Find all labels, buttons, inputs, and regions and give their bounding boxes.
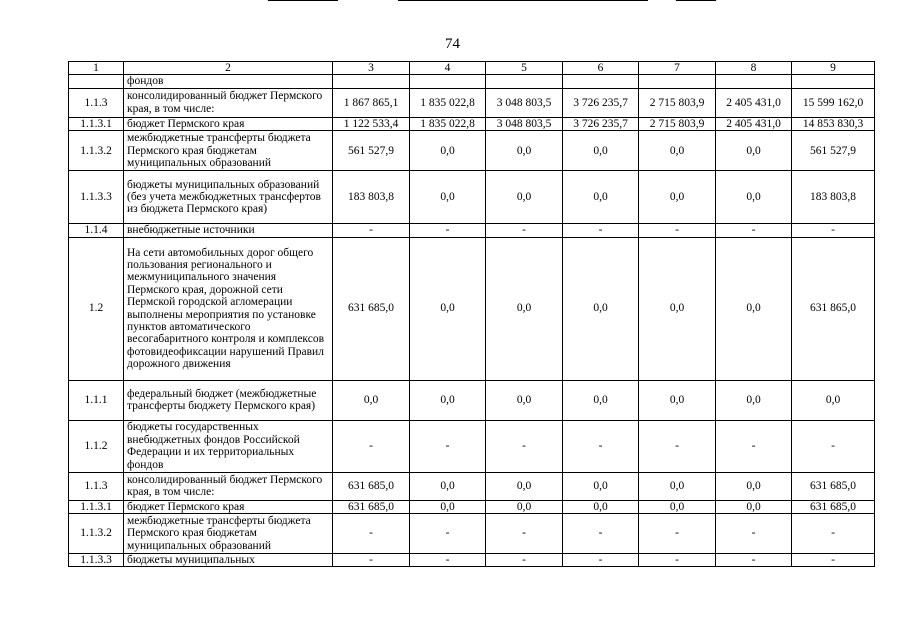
row-value: 0,0 [486,131,563,171]
row-description: бюджеты муниципальных образований (без учета межбюджетных трансфертов из бюджета Пермского края) [124,171,333,224]
row-value: 0,0 [716,237,792,380]
table-row [69,88,875,117]
row-value: 3 048 803,5 [486,88,563,117]
row-value: 3 048 803,5 [486,117,563,130]
table-row [69,75,875,88]
row-value: 561 527,9 [792,131,875,171]
row-value: - [333,514,410,554]
row-value: - [410,514,486,554]
row-value [333,75,410,88]
row-code: 1.1.3.2 [69,514,124,554]
row-code: 1.1.3 [69,88,124,117]
row-value: 2 715 803,9 [639,117,716,130]
row-description: межбюджетные трансферты бюджета Пермского края бюджетам муниципальных образований [124,514,333,554]
row-value: 0,0 [486,237,563,380]
row-value: 0,0 [639,171,716,224]
column-header: 3 [333,62,410,75]
row-value: 561 527,9 [333,131,410,171]
row-description: На сети автомобильных дорог общего пользования регионального и межмуниципального значения Пермского края, дорожной сети Пермской городской агломерации выполнены мероприятия по установке пунктов автоматического весогабаритного контроля и комплексов фотовидеофиксации нарушений Правил дорожного движения [124,237,333,380]
row-description: консолидированный бюджет Пермского края, в том числе: [124,472,333,500]
table-row [69,472,875,500]
row-value: - [792,554,875,567]
top-rule-right [676,0,716,1]
column-header: 8 [716,62,792,75]
row-value: 0,0 [333,380,410,420]
table-row [69,500,875,513]
row-value: - [716,554,792,567]
row-value: 0,0 [716,131,792,171]
row-code: 1.1.3.2 [69,131,124,171]
row-value: - [792,420,875,472]
row-value: 0,0 [410,171,486,224]
row-value: 0,0 [639,380,716,420]
row-value: 0,0 [563,237,639,380]
row-value: - [639,224,716,237]
row-value: 0,0 [639,472,716,500]
row-value: 631 685,0 [333,472,410,500]
row-value: - [792,514,875,554]
row-value: 2 405 431,0 [716,88,792,117]
row-value: - [486,224,563,237]
row-value: - [333,420,410,472]
row-value: 631 685,0 [333,237,410,380]
row-value: 3 726 235,7 [563,88,639,117]
row-value: - [716,420,792,472]
table-row [69,380,875,420]
top-rule-left [268,0,338,1]
row-value: - [410,420,486,472]
row-description: федеральный бюджет (межбюджетные трансферты бюджету Пермского края) [124,380,333,420]
row-value: 3 726 235,7 [563,117,639,130]
column-header: 6 [563,62,639,75]
row-description: фондов [124,75,333,88]
row-value: 0,0 [563,500,639,513]
row-value: - [486,514,563,554]
row-value: 0,0 [486,380,563,420]
row-value: 0,0 [563,171,639,224]
table-row [69,131,875,171]
row-code: 1.1.3.3 [69,554,124,567]
row-description: бюджеты государственных внебюджетных фондов Российской Федерации и их территориальных фондов [124,420,333,472]
row-value: 0,0 [486,171,563,224]
table-row [69,420,875,472]
row-value: 14 853 830,3 [792,117,875,130]
column-header: 7 [639,62,716,75]
row-value: 0,0 [410,237,486,380]
column-header: 9 [792,62,875,75]
row-value: 0,0 [792,380,875,420]
row-value: 0,0 [410,131,486,171]
row-description: внебюджетные источники [124,224,333,237]
row-description: межбюджетные трансферты бюджета Пермского края бюджетам муниципальных образований [124,131,333,171]
row-value: 183 803,8 [333,171,410,224]
row-code: 1.1.3.3 [69,171,124,224]
row-value: 631 685,0 [333,500,410,513]
row-value [486,75,563,88]
row-value: - [563,420,639,472]
row-value: 0,0 [716,171,792,224]
column-header: 4 [410,62,486,75]
table-row [69,171,875,224]
row-value: 0,0 [716,500,792,513]
row-value: 631 685,0 [792,472,875,500]
row-value: - [333,224,410,237]
row-value: 0,0 [410,500,486,513]
row-value [410,75,486,88]
row-value: 1 835 022,8 [410,117,486,130]
row-code: 1.1.3 [69,472,124,500]
row-code: 1.1.2 [69,420,124,472]
row-value: - [716,224,792,237]
table-row [69,224,875,237]
row-value: - [410,554,486,567]
row-code: 1.1.1 [69,380,124,420]
table-row [69,514,875,554]
row-value: - [639,514,716,554]
row-value: - [563,514,639,554]
row-value: - [486,554,563,567]
row-value: - [486,420,563,472]
row-value: 0,0 [563,380,639,420]
page-number: 74 [445,36,460,52]
row-value: 2 405 431,0 [716,117,792,130]
row-value [563,75,639,88]
row-value: 1 122 533,4 [333,117,410,130]
table-header-row [69,62,875,75]
row-value: 0,0 [410,472,486,500]
row-value: - [792,224,875,237]
row-value [639,75,716,88]
row-value [716,75,792,88]
row-value: 1 867 865,1 [333,88,410,117]
row-description: бюджет Пермского края [124,500,333,513]
row-code: 1.1.4 [69,224,124,237]
row-value: - [333,554,410,567]
row-code: 1.1.3.1 [69,117,124,130]
table-row [69,117,875,130]
table-body [69,75,875,567]
column-header: 2 [124,62,333,75]
column-header: 1 [69,62,124,75]
row-value: 0,0 [563,131,639,171]
row-value: 0,0 [639,131,716,171]
row-value: 0,0 [410,380,486,420]
row-code: 1.2 [69,237,124,380]
table-row [69,554,875,567]
row-value: 2 715 803,9 [639,88,716,117]
row-value: 0,0 [639,500,716,513]
row-code [69,75,124,88]
row-code: 1.1.3.1 [69,500,124,513]
row-value: 631 685,0 [792,500,875,513]
row-value: 0,0 [639,237,716,380]
row-value: 15 599 162,0 [792,88,875,117]
row-value: 1 835 022,8 [410,88,486,117]
row-value: 0,0 [716,380,792,420]
row-value: 0,0 [716,472,792,500]
row-description: консолидированный бюджет Пермского края, в том числе: [124,88,333,117]
budget-table [68,61,875,567]
row-value: 0,0 [563,472,639,500]
top-rule-center [398,0,648,1]
table-row [69,237,875,380]
row-value: - [563,554,639,567]
row-value [792,75,875,88]
row-value: 0,0 [486,472,563,500]
row-value: 0,0 [486,500,563,513]
row-value: - [639,420,716,472]
row-value: - [639,554,716,567]
row-value: 183 803,8 [792,171,875,224]
column-header: 5 [486,62,563,75]
row-value: - [716,514,792,554]
row-description: бюджет Пермского края [124,117,333,130]
row-value: - [410,224,486,237]
row-description: бюджеты муниципальных [124,554,333,567]
row-value: 631 865,0 [792,237,875,380]
row-value: - [563,224,639,237]
